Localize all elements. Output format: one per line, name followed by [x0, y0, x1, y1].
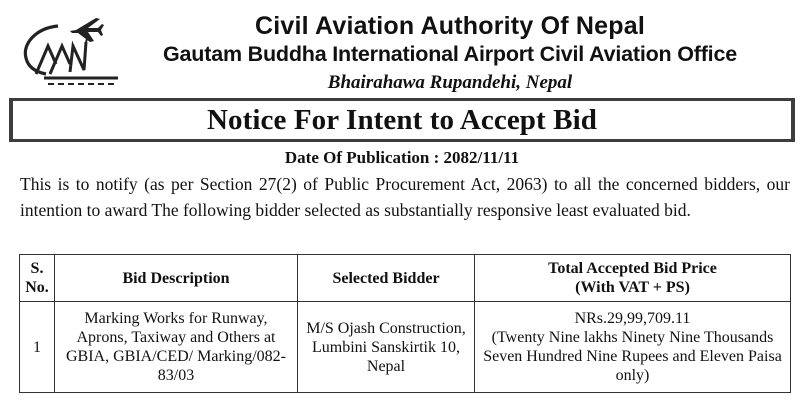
notice-title: Notice For Intent to Accept Bid [13, 101, 791, 139]
header-price-line1: Total Accepted Bid Price [548, 260, 717, 277]
caan-logo [18, 12, 120, 86]
office-location: Bhairahawa Rupandehi, Nepal [327, 72, 573, 93]
cell-total-price [475, 302, 791, 393]
header-bid-description: Bid Description [55, 255, 298, 302]
table-row [20, 302, 791, 393]
notice-title-banner [9, 98, 795, 142]
table-header-row [20, 255, 791, 302]
publication-date: Date Of Publication : 2082/11/11 [284, 148, 520, 167]
header-total-price [475, 255, 791, 302]
header-price-line2: (With VAT + PS) [575, 279, 690, 296]
cell-bid-description: Marking Works for Runway, Aprons, Taxiway and Others at GBIA, GBIA/CED/ Marking/082-83/03 [55, 302, 298, 393]
cell-price-words: (Twenty Nine lakhs Ninety Nine Thousands Seven Hundred Nine Rupees and Eleven Paisa only) [483, 329, 782, 384]
notice-body: This is to notify (as per Section 27(2) of Public Procurement Act, 2063) to all the concerned bidders, our intention to award The following bidder selected as substantially responsive least evaluated bid. [20, 174, 790, 220]
office-name: Gautam Buddha International Airport Civil Aviation Office [163, 42, 737, 66]
header-sn: S. No. [20, 255, 55, 302]
cell-price-amount: NRs.29,99,709.11 [574, 310, 691, 327]
bid-table [19, 254, 791, 393]
cell-selected-bidder: M/S Ojash Construction, Lumbini Sanskirtik 10, Nepal [298, 302, 475, 393]
cell-sn: 1 [20, 302, 55, 393]
organization-name: Civil Aviation Authority Of Nepal [255, 12, 645, 40]
header-selected-bidder: Selected Bidder [298, 255, 475, 302]
